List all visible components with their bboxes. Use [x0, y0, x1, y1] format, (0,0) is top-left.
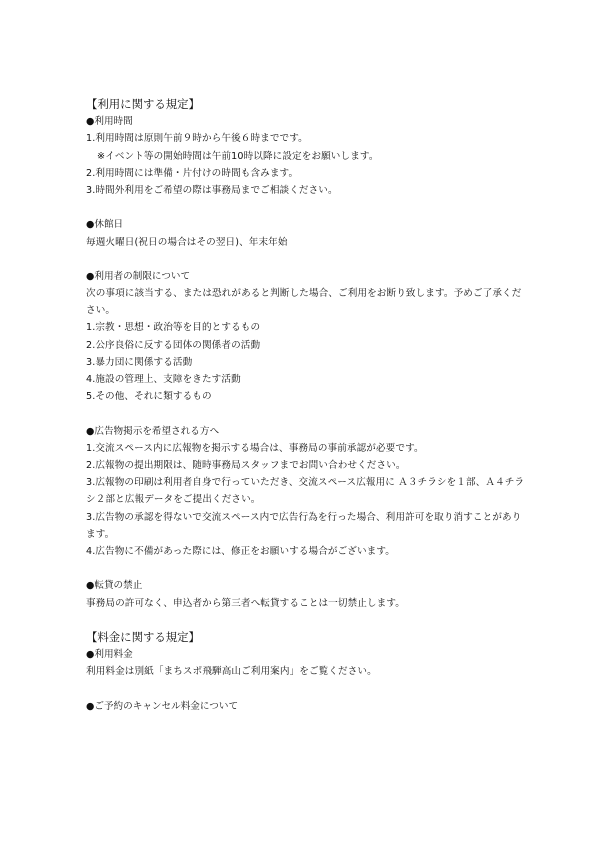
posting-item-1: 1.交流スペース内に広報物を掲示する場合は、事務局の事前承認が必要です。 — [86, 442, 424, 454]
heading-cancellation-fees: ●ご予約のキャンセル料金について — [86, 700, 239, 712]
posting-item-5: 4.広告物に不備があった際には、修正をお願いする場合がございます。 — [86, 545, 395, 557]
restriction-item-5: 5.その他、それに類するもの — [86, 391, 212, 403]
heading-closed-days: ●休館日 — [86, 219, 124, 231]
usage-hours-line-1: 1.利用時間は原則午前９時から午後６時までです。 — [86, 133, 308, 145]
restriction-item-4: 4.施設の管理上、支障をきたす活動 — [86, 374, 241, 386]
usage-hours-line-3: 3.時間外利用をご希望の際は事務局までご相談ください。 — [86, 184, 338, 196]
posting-item-3: 3.広報物の印刷は利用者自身で行っていただき、交流スペース広報用に Ａ３チラシを１部、Ａ４チラシ２部と広報データをご提出ください。 — [86, 477, 525, 506]
heading-ad-posting: ●広告物掲示を希望される方へ — [86, 425, 220, 437]
heading-usage-hours: ●利用時間 — [86, 116, 133, 128]
restriction-item-3: 3.暴力団に関係する活動 — [86, 356, 193, 368]
section-title-fees: 【料金に関する規定】 — [86, 629, 200, 644]
heading-usage-fees: ●利用料金 — [86, 649, 133, 661]
usage-hours-line-2: 2.利用時間には準備・片付けの時間も含みます。 — [86, 167, 299, 179]
posting-item-2: 2.広報物の提出期限は、随時事務局スタッフまでお問い合わせください。 — [86, 459, 406, 471]
heading-user-restrictions: ●利用者の制限について — [86, 270, 191, 282]
fees-text: 利用料金は別紙「まちスポ飛騨高山ご利用案内」をご覧ください。 — [86, 666, 377, 678]
sublease-text: 事務局の許可なく、申込者から第三者へ転貸することは一切禁止します。 — [86, 597, 405, 609]
restriction-item-1: 1.宗教・思想・政治等を目的とするもの — [86, 322, 261, 334]
posting-item-4: 3.広告物の承認を得ないで交流スペース内で広告行為を行った場合、利用許可を取り消すことがあります。 — [86, 511, 522, 540]
heading-sublease-ban: ●転貸の禁止 — [86, 580, 143, 592]
usage-hours-note: ※イベント等の開始時間は午前10時以降に設定をお願いします。 — [97, 150, 379, 162]
closed-days-text: 毎週火曜日(祝日の場合はその翌日)、年末年始 — [86, 236, 288, 248]
document-body — [86, 96, 526, 715]
section-title-usage: 【利用に関する規定】 — [86, 97, 200, 111]
restriction-item-2: 2.公序良俗に反する団体の関係者の活動 — [86, 339, 261, 351]
restrictions-intro: 次の事項に該当する、または恐れがあると判断した場合、ご利用をお断り致します。予めご了承ください。 — [86, 288, 522, 317]
